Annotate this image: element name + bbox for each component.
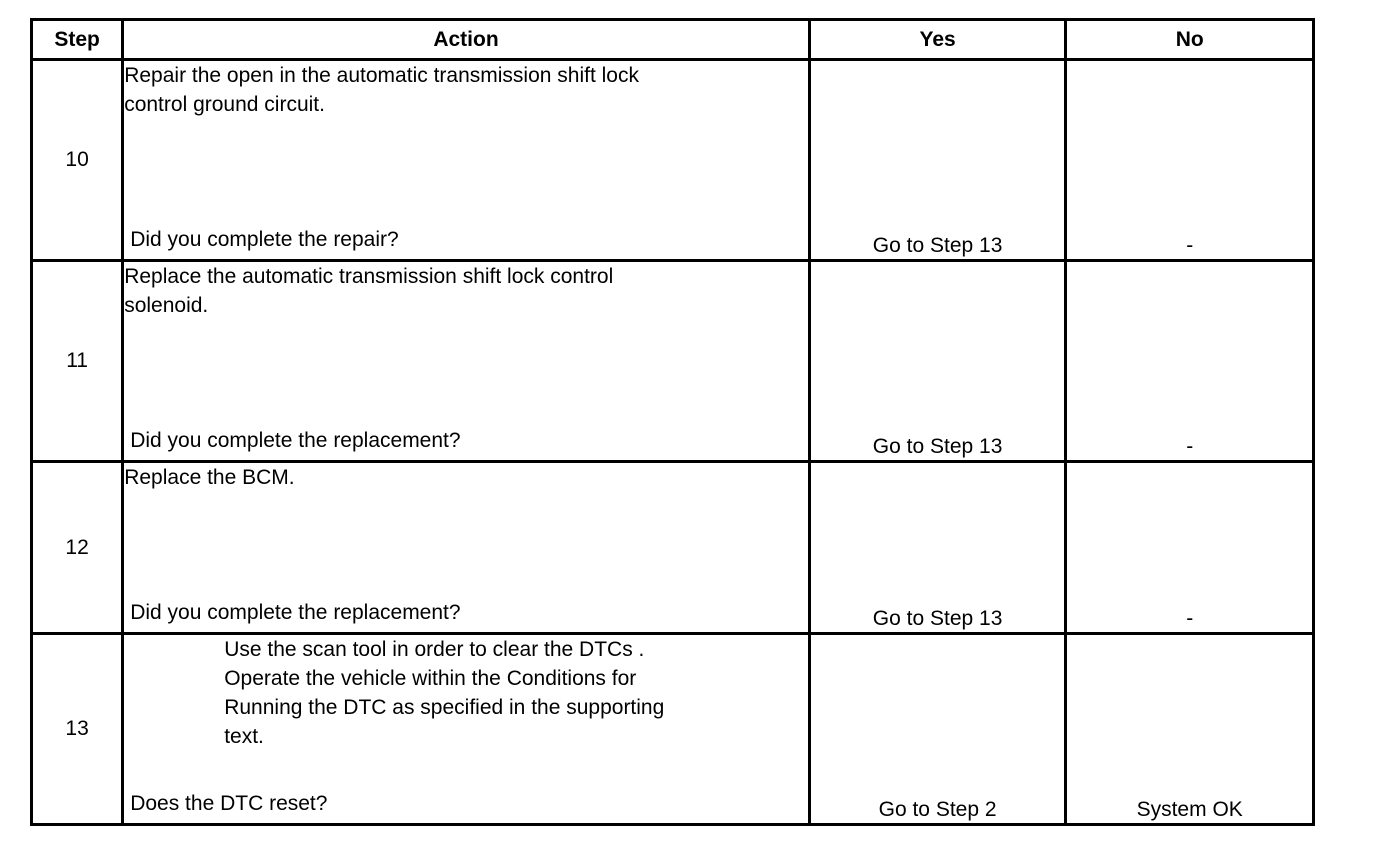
step-number: 10	[32, 60, 123, 261]
action-cell	[123, 462, 810, 634]
step-number: 12	[32, 462, 123, 634]
yes-result: Go to Step 2	[809, 634, 1066, 825]
action-question: Did you complete the replacement?	[130, 601, 461, 624]
yes-result: Go to Step 13	[809, 462, 1066, 634]
header-action: Action	[123, 20, 810, 60]
table-row	[32, 60, 1314, 261]
action-text: Replace the BCM.	[124, 466, 295, 489]
action-question: Did you complete the replacement?	[130, 429, 461, 452]
no-result: -	[1066, 462, 1314, 634]
action-question: Did you complete the repair?	[130, 228, 399, 251]
table-row	[32, 462, 1314, 634]
action-text: Replace the automatic transmission shift lock control solenoid.	[124, 265, 614, 317]
action-cell	[123, 60, 810, 261]
diagnostic-table	[30, 18, 1315, 826]
header-no: No	[1066, 20, 1314, 60]
action-text: Repair the open in the automatic transmission shift lock control ground circuit.	[124, 64, 639, 116]
no-result: -	[1066, 60, 1314, 261]
step-number: 11	[32, 261, 123, 462]
yes-result: Go to Step 13	[809, 261, 1066, 462]
table-row	[32, 634, 1314, 825]
table-row	[32, 261, 1314, 462]
no-result: System OK	[1066, 634, 1314, 825]
header-step: Step	[32, 20, 123, 60]
header-row	[32, 20, 1314, 60]
action-cell	[123, 634, 810, 825]
no-result: -	[1066, 261, 1314, 462]
step-number: 13	[32, 634, 123, 825]
action-question: Does the DTC reset?	[130, 792, 328, 815]
header-yes: Yes	[809, 20, 1066, 60]
action-text: Use the scan tool in order to clear the DTCs . Operate the vehicle within the Conditions for Running the DTC as specified in the supporting text.	[224, 638, 665, 748]
yes-result: Go to Step 13	[809, 60, 1066, 261]
action-cell	[123, 261, 810, 462]
